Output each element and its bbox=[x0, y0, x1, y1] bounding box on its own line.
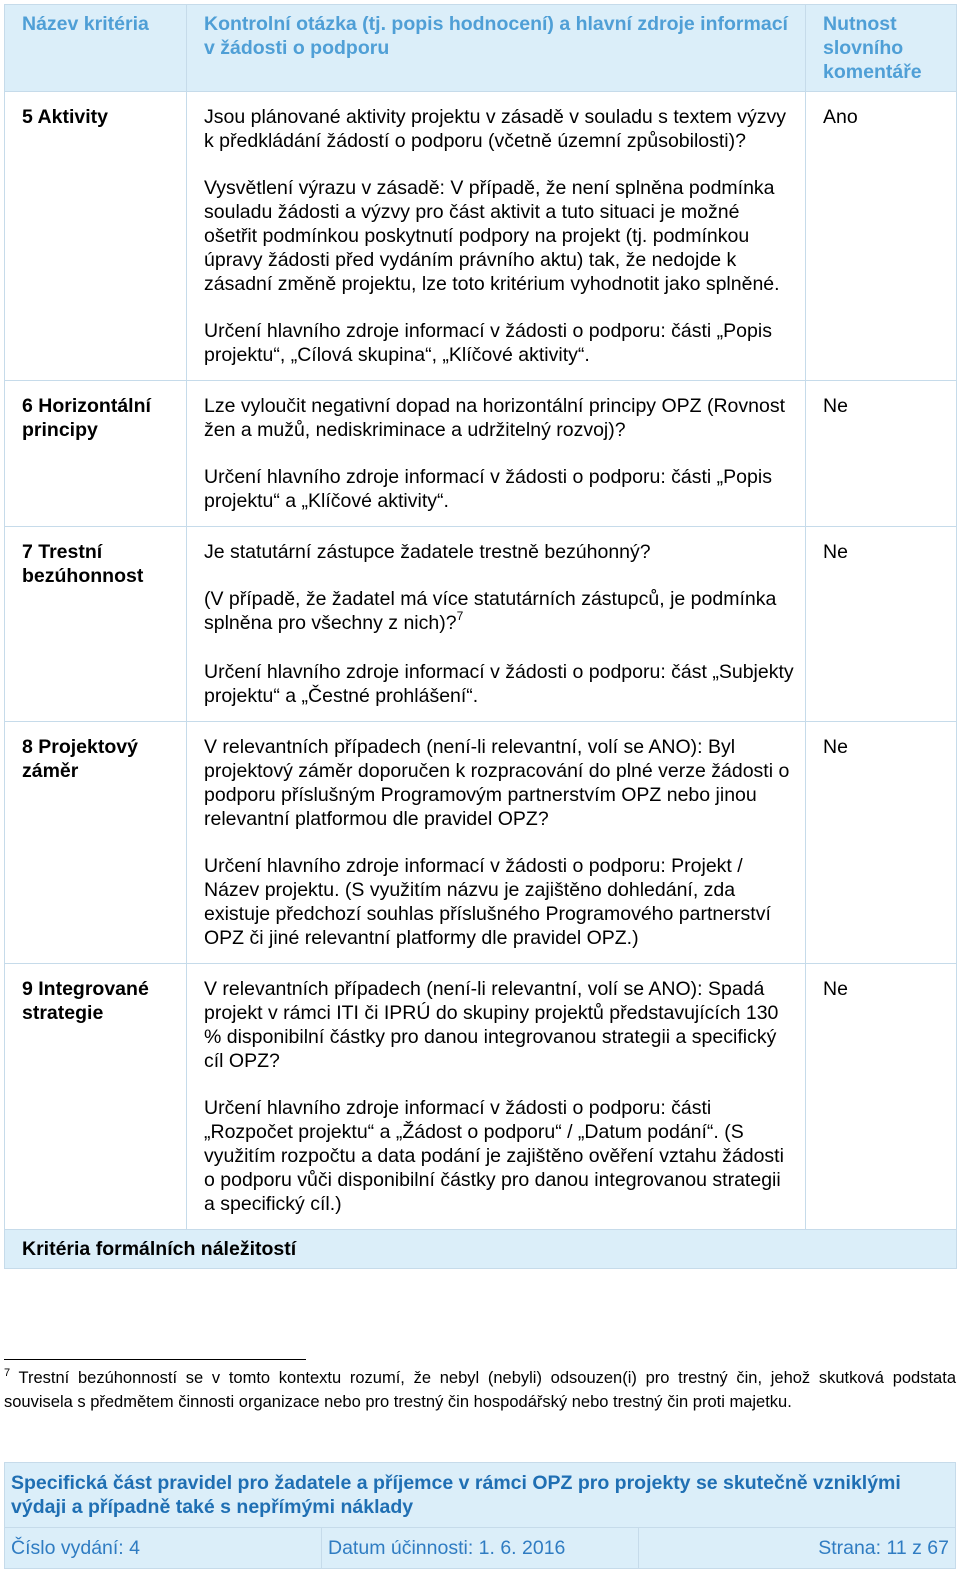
section-heading-row bbox=[5, 1230, 957, 1269]
criterion-description bbox=[187, 381, 806, 527]
criterion-description bbox=[187, 722, 806, 964]
description-paragraph: Určení hlavního zdroje informací v žádosti o podporu: části „Popis projektu“ a „Klíčové aktivity“. bbox=[204, 466, 772, 512]
criterion-description bbox=[187, 964, 806, 1230]
section-heading: Kritéria formálních náležitostí bbox=[5, 1230, 957, 1269]
description-paragraph: Určení hlavního zdroje informací v žádosti o podporu: části „Popis projektu“, „Cílová skupina“, „Klíčové aktivity“. bbox=[204, 320, 772, 366]
criterion-comment: Ne bbox=[806, 964, 957, 1230]
criterion-name: 6 Horizontální principy bbox=[5, 381, 187, 527]
criterion-comment: Ne bbox=[806, 381, 957, 527]
criterion-comment: Ne bbox=[806, 722, 957, 964]
criteria-table bbox=[4, 4, 957, 1269]
table-row bbox=[5, 381, 957, 527]
description-paragraph bbox=[204, 587, 795, 637]
effective-date: Datum účinnosti: 1. 6. 2016 bbox=[322, 1528, 639, 1568]
criterion-name: 8 Projektový záměr bbox=[5, 722, 187, 964]
footer-info-row bbox=[5, 1528, 955, 1568]
criterion-description bbox=[187, 527, 806, 722]
footnote-number: 7 bbox=[4, 1367, 11, 1379]
description-paragraph: Vysvětlení výrazu v zásadě: V případě, že není splněna podmínka souladu žádosti a výzvy pro část aktivit a tuto situaci je možné ošetřit podmínkou poskytnutí podpory na projekt (tj. podmínkou úpravy žádosti před vydáním právního aktu) tak, že nedojde k zásadní změně projektu, lze toto kritérium vyhodnotit jako splněné. bbox=[204, 177, 780, 295]
criterion-name: 5 Aktivity bbox=[5, 92, 187, 381]
page-number: Strana: 11 z 67 bbox=[818, 1537, 949, 1559]
description-paragraph: Určení hlavního zdroje informací v žádosti o podporu: části „Rozpočet projektu“ a „Žádost o podporu“ / „Datum podání“. (S využitím rozpočtu a data podání je zajištěno ověření vztahu žádosti o podporu vůči disponibilní částky pro danou integrovanou strategii a specifický cíl.) bbox=[204, 1097, 784, 1215]
criterion-name: 7 Trestní bezúhonnost bbox=[5, 527, 187, 722]
issue-number: Číslo vydání: 4 bbox=[5, 1528, 322, 1568]
description-paragraph: Jsou plánované aktivity projektu v zásadě v souladu s textem výzvy k předkládání žádostí o podporu (včetně územní způsobilosti)? bbox=[204, 106, 787, 152]
table-header-row bbox=[5, 5, 957, 92]
description-text: (V případě, že žadatel má více statutárních zástupců, je podmínka splněna pro všechny z nich)? bbox=[204, 588, 777, 634]
footnote-separator bbox=[4, 1359, 306, 1360]
table-row bbox=[5, 964, 957, 1230]
footnote-reference[interactable]: 7 bbox=[456, 609, 464, 623]
description-paragraph: Je statutární zástupce žadatele trestně bezúhonný? bbox=[204, 541, 651, 563]
table-row bbox=[5, 722, 957, 964]
description-paragraph: V relevantních případech (není-li relevantní, volí se ANO): Spadá projekt v rámci ITI či IPRÚ do skupiny projektů představujících 130 % disponibilní částky pro danou integrovanou strategii a specifický cíl OPZ? bbox=[204, 978, 779, 1072]
header-comment-required: Nutnost slovního komentáře bbox=[806, 5, 957, 92]
criterion-description bbox=[187, 92, 806, 381]
description-paragraph: Určení hlavního zdroje informací v žádosti o podporu: část „Subjekty projektu“ a „Čestné prohlášení“. bbox=[204, 661, 794, 707]
page-footer bbox=[4, 1462, 956, 1569]
criterion-name: 9 Integrované strategie bbox=[5, 964, 187, 1230]
footnote-text: Trestní bezúhonností se v tomto kontextu rozumí, že nebyl (nebyli) odsouzen(i) pro trestný čin, jehož skutková podstata souvisela s předmětem činnosti organizace nebo pro trestný čin hospodářský nebo trestný čin proti majetku. bbox=[4, 1369, 956, 1411]
criterion-comment: Ano bbox=[806, 92, 957, 381]
table-row bbox=[5, 527, 957, 722]
header-criterion-name: Název kritéria bbox=[5, 5, 187, 92]
table-row bbox=[5, 92, 957, 381]
footer-title: Specifická část pravidel pro žadatele a příjemce v rámci OPZ pro projekty se skutečně vzniklými výdaji a případně také s nepřímými náklady bbox=[5, 1463, 955, 1528]
footnote bbox=[4, 1368, 956, 1413]
description-paragraph: Lze vyloučit negativní dopad na horizontální principy OPZ (Rovnost žen a mužů, nediskriminace a udržitelný rozvoj)? bbox=[204, 395, 785, 441]
header-control-question: Kontrolní otázka (tj. popis hodnocení) a hlavní zdroje informací v žádosti o podporu bbox=[187, 5, 806, 92]
criterion-comment: Ne bbox=[806, 527, 957, 722]
description-paragraph: Určení hlavního zdroje informací v žádosti o podporu: Projekt / Název projektu. (S využitím názvu je zajištěno dohledání, zda existuje předchozí souhlas příslušného Programového partnerství OPZ či jiné relevantní platformy dle pravidel OPZ.) bbox=[204, 855, 771, 949]
description-paragraph: V relevantních případech (není-li relevantní, volí se ANO): Byl projektový záměr doporučen k rozpracování do plné verze žádosti o podporu příslušným Programovým partnerstvím OPZ nebo jinou relevantní platformou dle pravidel OPZ? bbox=[204, 736, 790, 830]
